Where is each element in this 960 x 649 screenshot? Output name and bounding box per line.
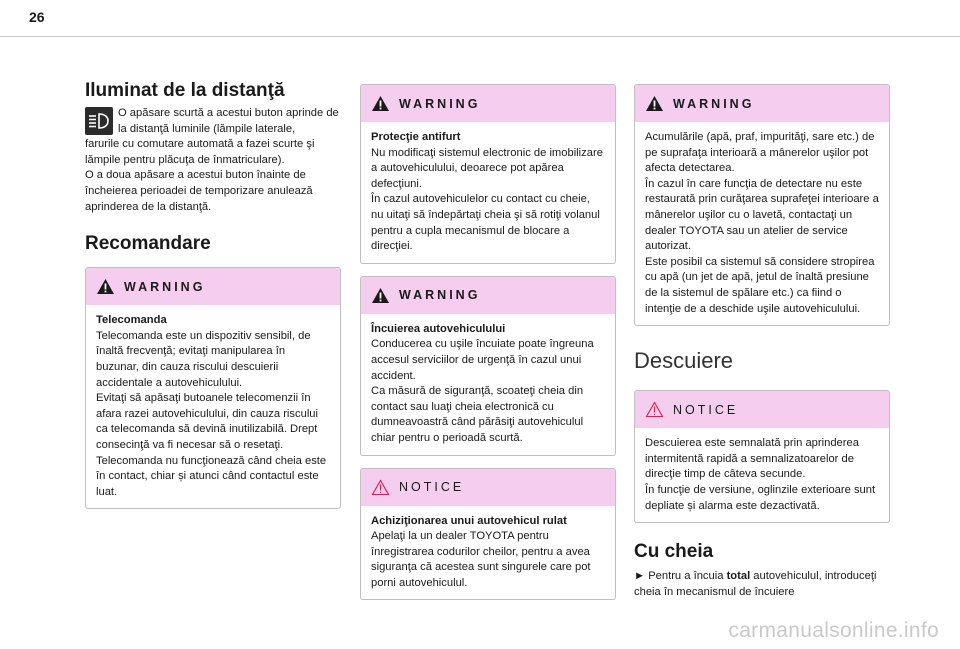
heading-cu-cheia: Cu cheia xyxy=(634,541,714,563)
warning-title: Protecţie antifurt xyxy=(371,131,461,143)
page-number: 26 xyxy=(29,9,45,25)
warning-box-incuiere xyxy=(360,276,616,456)
intro-first-lines: O apăsare scurtă a acestui buton aprinde de la distanţă luminile (lămpile laterale, xyxy=(118,107,339,135)
intro-second: O a doua apăsare a acestui buton înainte de încheierea perioadei de temporizare anulează aprinderea de la distanţă. xyxy=(85,169,313,213)
warning-title: Încuierea autovehiculului xyxy=(371,322,506,335)
notice-box-descuiere xyxy=(634,390,890,523)
arrow-bullet-icon: ► xyxy=(634,570,646,583)
cu-cheia-bold: total xyxy=(726,570,751,583)
warning-box-header xyxy=(635,85,889,122)
warning-label: WARNING xyxy=(399,288,481,303)
notice-triangle-icon xyxy=(645,401,664,418)
warning-triangle-icon xyxy=(371,95,390,112)
notice-title: Achiziţionarea unui autovehicul rulat xyxy=(371,514,567,527)
notice-text: Descuierea este semnalată prin aprinderea intermitentă rapidă a semnalizatoarelor de direcţie timp de câteva secunde. În funcţie de versiune, oglinzile exterioare sunt depliate și alarma este dezactivată. xyxy=(645,437,876,512)
notice-label: NOTICE xyxy=(399,480,465,494)
warning-label: WARNING xyxy=(673,96,755,111)
notice-label: NOTICE xyxy=(673,402,739,417)
warning-box-header xyxy=(86,268,340,305)
headlight-icon xyxy=(85,107,113,135)
column-3 xyxy=(634,84,890,600)
notice-box-header xyxy=(361,469,615,506)
header-divider xyxy=(0,36,960,37)
notice-box-header xyxy=(635,391,889,428)
warning-box-antifurt xyxy=(360,84,616,264)
warning-title: Telecomanda xyxy=(96,314,167,327)
heading-iluminat: Iluminat de la distanţă xyxy=(85,80,285,101)
watermark: carmanualsonline.info xyxy=(728,619,939,642)
warning-text: Telecomanda este un dispozitiv sensibil, de înaltă frecvenţă; evitaţi manipularea în buzunar, din cauza riscului descuierii accidentale a autovehiculului. Evitaţi să apăsaţi butoanele telecomenzii în afara razei autovehiculului, din cauza riscului ca telecomanda să devină inutilizabilă. Drept consecinţă va fi necesar să o resetaţi. Telecomanda nu funcţionează când cheia este în contact, chiar și atunci când contactul este luat. xyxy=(96,329,327,498)
warning-box-acumulari xyxy=(634,84,890,326)
warning-text: Acumulările (apă, praf, impurităţi, sare etc.) de pe suprafaţa interioară a mânerelor uşilor pot afecta detectarea. În cazul în care funcţia de detectare nu este restaurată prin curăţarea suprafeţei interioare a mânerelor uşilor cu o lavetă, contactaţi un dealer TOYOTA sau un atelier de service autorizat. Este posibil ca sistemul să considere stropirea cu apă (un jet de apă, jetul de înaltă presiune de la sistemul de spălare etc.) ca fiind o intenţie de a deschide uşile autovehiculului. xyxy=(645,131,879,315)
warning-box-header xyxy=(361,85,615,122)
intro-rest: farurile cu comutare automată a fazei scurte şi lămpile pentru plăcuţa de înmatriculare). xyxy=(85,138,315,166)
warning-triangle-icon xyxy=(371,287,390,304)
notice-box-achizitionare xyxy=(360,468,616,601)
warning-triangle-icon xyxy=(96,278,115,295)
warning-label: WARNING xyxy=(399,96,481,111)
notice-triangle-icon xyxy=(371,479,390,496)
cu-cheia-text xyxy=(634,569,890,600)
cu-cheia-post: autovehiculul, introduceţi cheia în mecanismul de încuiere xyxy=(634,570,877,598)
warning-text: Conducerea cu uşile încuiate poate îngreuna accesul serviciilor de urgenţă în cazul unui accident. Ca măsură de siguranţă, scoateţi cheia din contact sau luaţi cheia electronică cu dumneavoastră când părăsiţi autovehiculul chiar pentru o perioadă scurtă. xyxy=(371,338,594,444)
column-2 xyxy=(360,84,616,600)
notice-text: Apelaţi la un dealer TOYOTA pentru înregistrarea codurilor cheilor, pentru a avea siguranţa că acestea sunt singurele care pot porni autovehiculul. xyxy=(371,530,591,589)
warning-label: WARNING xyxy=(124,279,206,294)
heading-descuiere: Descuiere xyxy=(634,348,734,374)
warning-box-header xyxy=(361,277,615,314)
warning-triangle-icon xyxy=(645,95,664,112)
column-1 xyxy=(85,80,341,509)
heading-recomandare: Recomandare xyxy=(85,233,211,255)
warning-box-telecomanda xyxy=(85,267,341,509)
intro-row xyxy=(85,106,341,137)
warning-text: Nu modificaţi sistemul electronic de imobilizare a autovehiculului, deoarece pot apărea defecţiuni. În cazul autovehiculelor cu contact cu cheie, nu uitaţi să îndepărtaţi cheia şi să rotiţi volanul pentru a cupla mecanismul de blocare a direcţiei. xyxy=(371,146,603,253)
cu-cheia-pre: Pentru a încuia xyxy=(648,570,724,583)
